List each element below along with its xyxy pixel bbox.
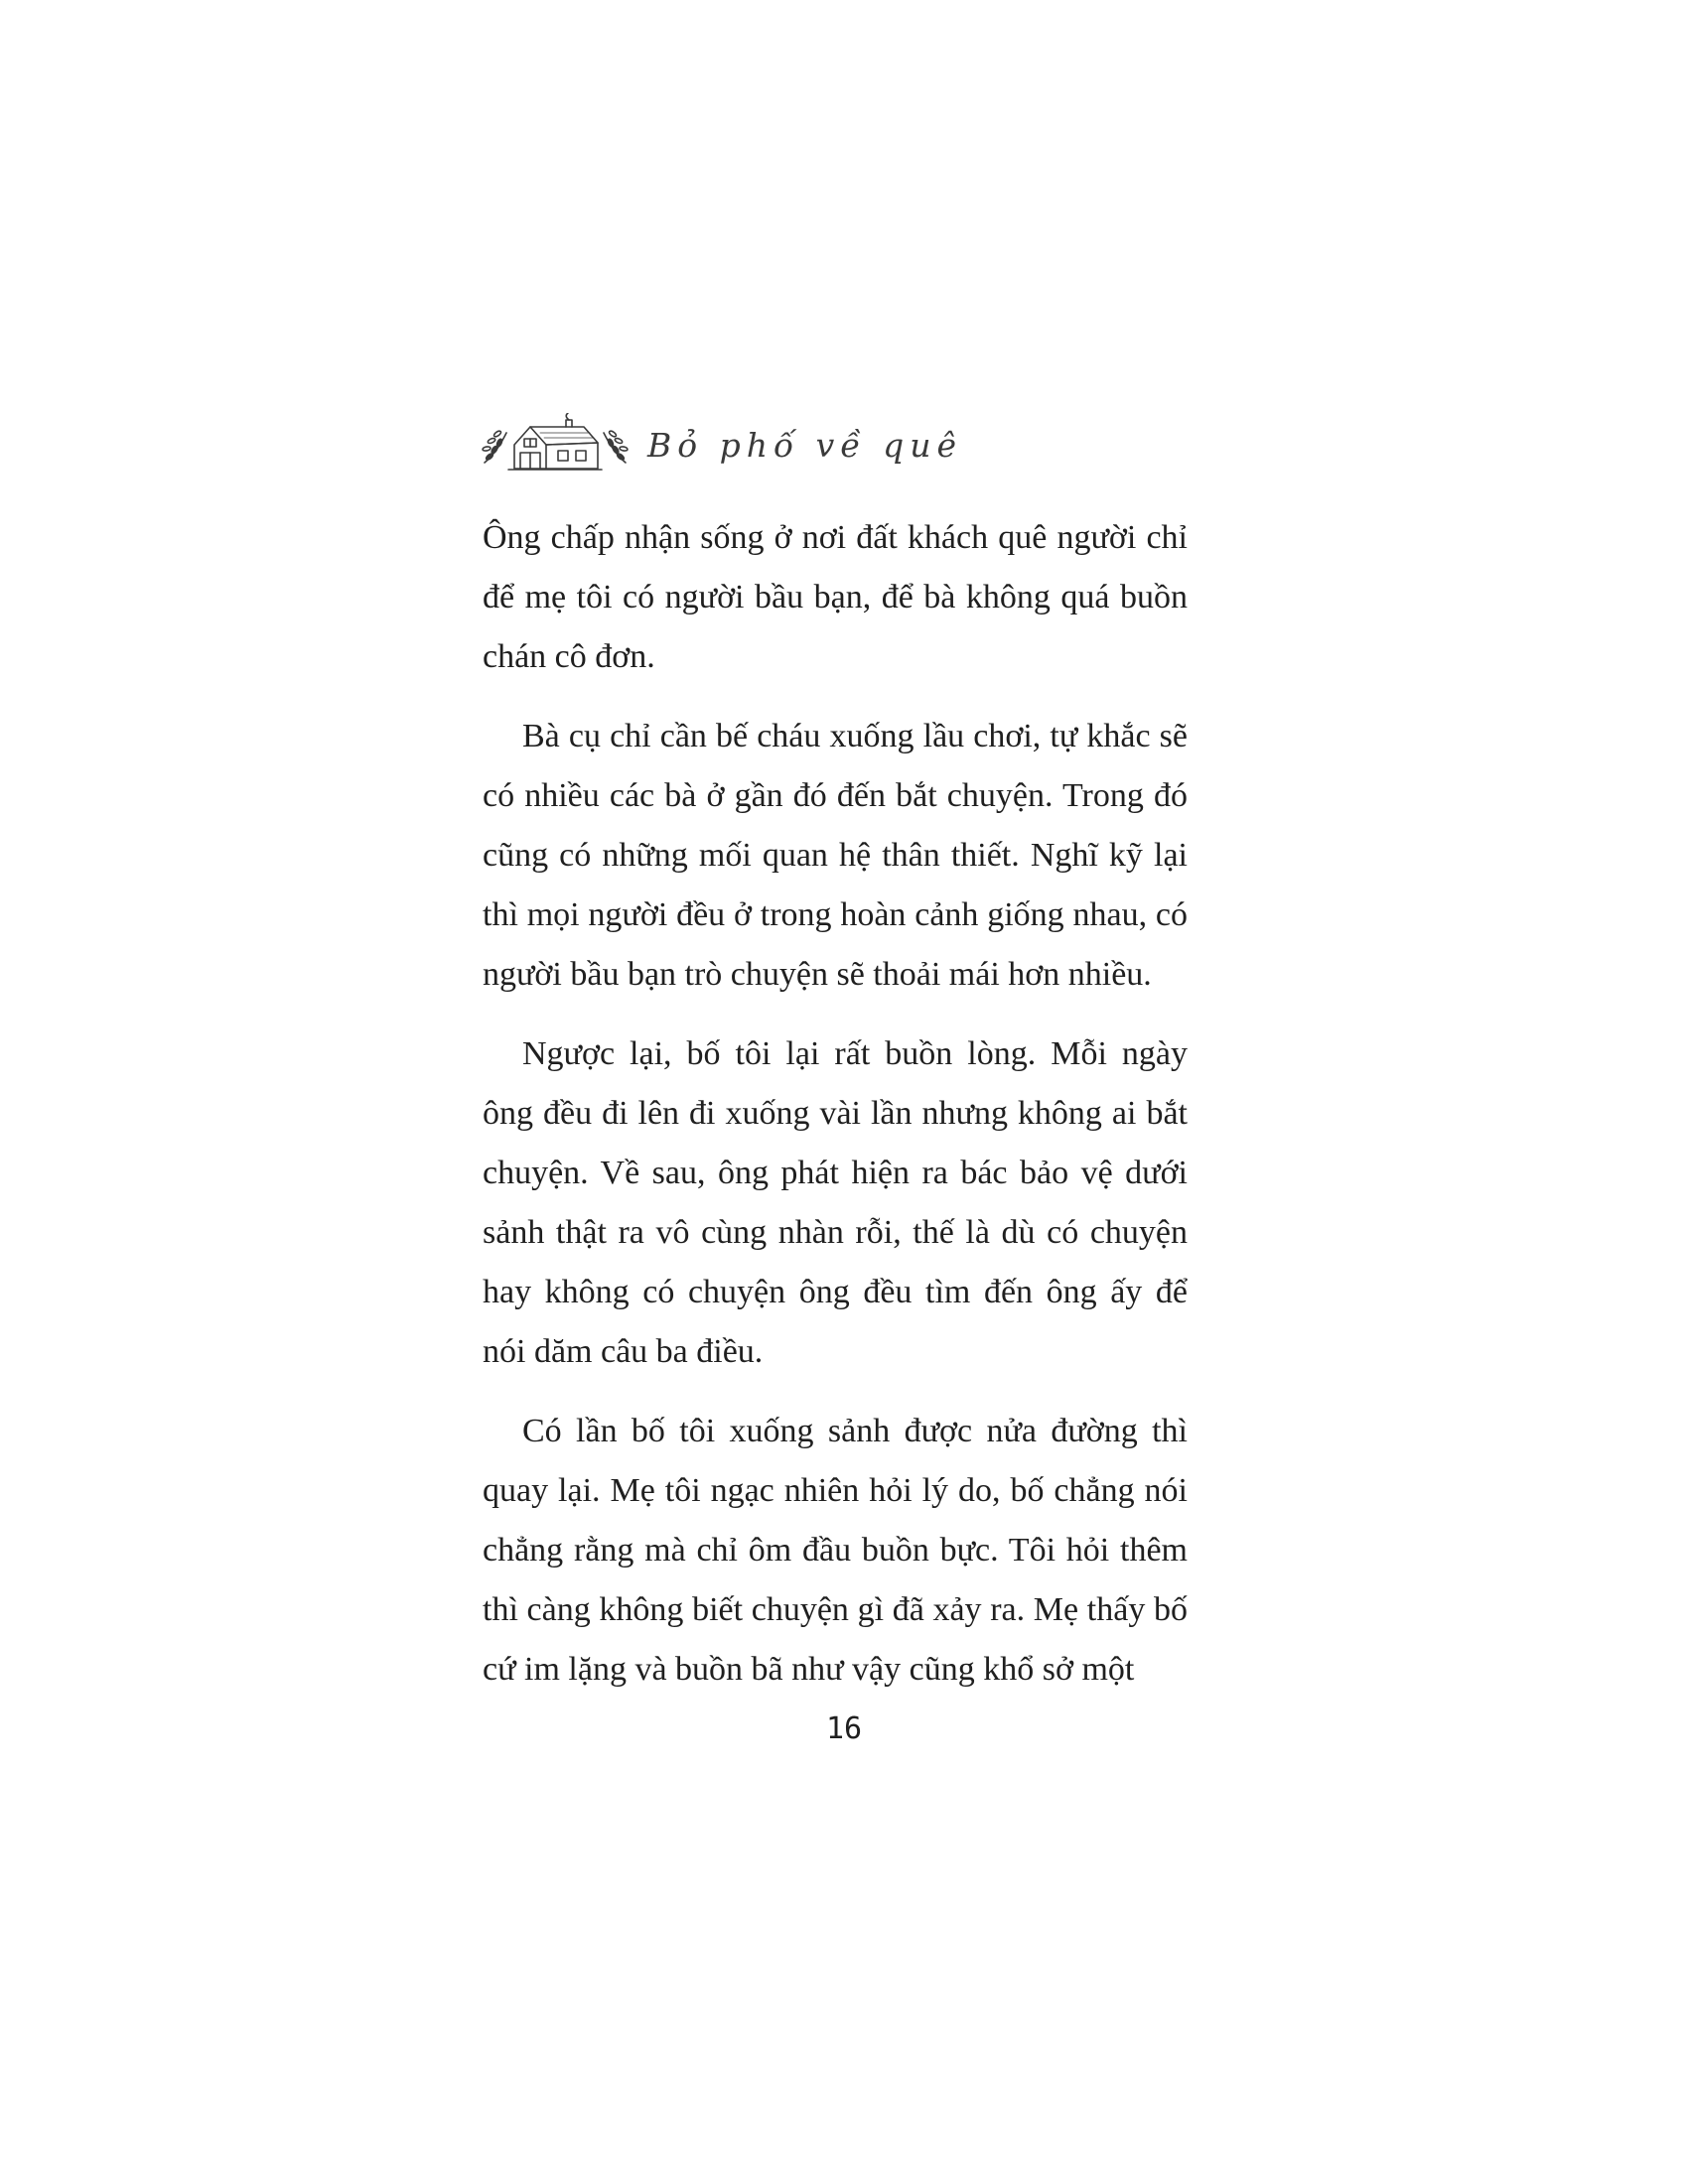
farmhouse-with-laurel-icon xyxy=(481,413,630,477)
page-number: 16 xyxy=(825,1711,863,1746)
paragraph: Ông chấp nhận sống ở nơi đất khách quê người chỉ để mẹ tôi có người bầu bạn, để bà không quá buồn chán cô đơn. xyxy=(483,519,1188,675)
paragraph: Có lần bố tôi xuống sảnh được nửa đường thì quay lại. Mẹ tôi ngạc nhiên hỏi lý do, bố chẳng nói chẳng rằng mà chỉ ôm đầu buồn bực. Tôi hỏi thêm thì càng không biết chuyện gì đã xảy ra. Mẹ thấy bố cứ im lặng và buồn bã như vậy cũng khổ sở một xyxy=(483,1413,1188,1688)
running-header-title: Bỏ phố về quê xyxy=(647,425,963,465)
paragraph: Bà cụ chỉ cần bế cháu xuống lầu chơi, tự khắc sẽ có nhiều các bà ở gần đó đến bắt chuyện. Trong đó cũng có những mối quan hệ thân thiết. Nghĩ kỹ lại thì mọi người đều ở trong hoàn cảnh giống nhau, có người bầu bạn trò chuyện sẽ thoải mái hơn nhiều. xyxy=(483,718,1188,993)
paragraph: Ngược lại, bố tôi lại rất buồn lòng. Mỗi ngày ông đều đi lên đi xuống vài lần nhưng không ai bắt chuyện. Về sau, ông phát hiện ra bác bảo vệ dưới sảnh thật ra vô cùng nhàn rỗi, thế là dù có chuyện hay không có chuyện ông đều tìm đến ông ấy để nói dăm câu ba điều. xyxy=(483,1035,1188,1370)
running-header xyxy=(481,405,962,484)
body-text xyxy=(483,508,1188,1719)
